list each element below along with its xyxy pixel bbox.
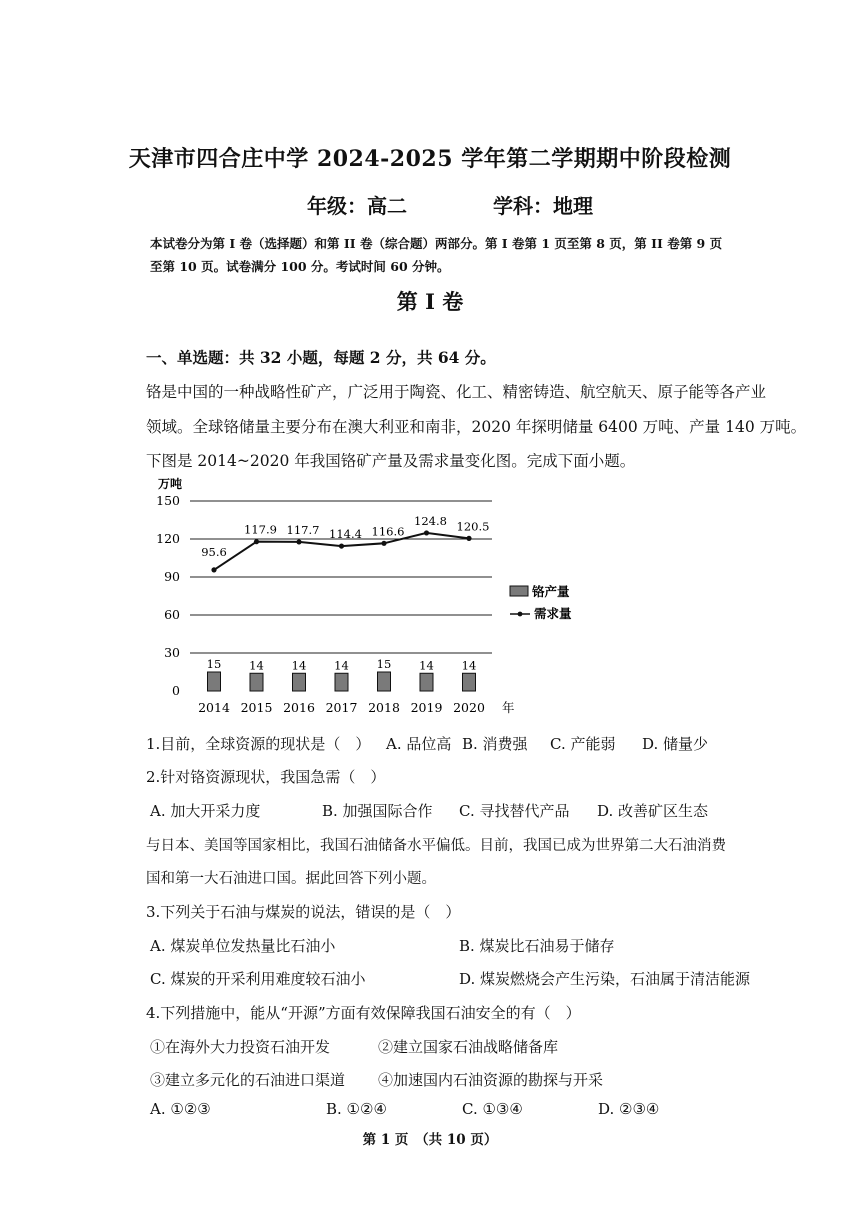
- subject-label: 学科：地理: [493, 194, 593, 218]
- demand-point-2020: [466, 536, 471, 541]
- q2-option-c: C. 寻找替代产品: [459, 802, 570, 820]
- passage2-line1: 与日本、美国等国家相比，我国石油储备水平偏低。目前，我国已成为世界第二大石油消费: [146, 838, 726, 854]
- x-tick-2020: 2020: [453, 700, 485, 715]
- q4-stem: 4.下列措施中，能从“开源”方面有效保障我国石油安全的有（ ）: [146, 1004, 581, 1022]
- q4-item-2: ②建立国家石油战略储备库: [378, 1038, 559, 1056]
- bar-2015: [250, 673, 263, 691]
- legend-swatch-point: [518, 612, 523, 617]
- q1-option-d: D. 储量少: [642, 735, 709, 753]
- demand-label-2018: 116.6: [371, 524, 405, 539]
- chromium-chart: [140, 474, 610, 724]
- exam-intro: 本试卷分为第 I 卷（选择题）和第 II 卷（综合题）两部分。第 I 卷第 1 页至第 8 页，第 II 卷第 9 页至第 10 页。试卷满分 100 分。考试时间 60 分钟。: [150, 236, 723, 274]
- demand-point-2018: [381, 541, 386, 546]
- demand-point-2017: [339, 543, 344, 548]
- y-tick-150: 150: [156, 493, 180, 508]
- exam-title: 天津市四合庄中学 2024-2025 学年第二学期期中阶段检测: [128, 146, 732, 172]
- y-tick-0: 0: [172, 683, 180, 698]
- bar-label-2017: 14: [334, 658, 349, 673]
- q3-option-b: B. 煤炭比石油易于储存: [459, 937, 615, 955]
- demand-point-2016: [296, 539, 301, 544]
- bar-label-2014: 15: [206, 657, 222, 671]
- q3-option-a: A. 煤炭单位发热量比石油小: [150, 937, 336, 955]
- q1-option-c: C. 产能弱: [550, 735, 616, 753]
- q2-stem: 2.针对铬资源现状，我国急需（ ）: [146, 768, 386, 786]
- x-tick-2016: 2016: [283, 700, 315, 715]
- demand-label-2015: 117.9: [244, 522, 277, 537]
- q2-option-b: B. 加强国际合作: [322, 802, 433, 820]
- q4-option-b: B. ①②④: [326, 1100, 387, 1118]
- demand-label-2020: 120.5: [456, 519, 490, 534]
- q4-item-4: ④加速国内石油资源的勘探与开采: [378, 1071, 604, 1089]
- q3-option-d: D. 煤炭燃烧会产生污染，石油属于清洁能源: [459, 970, 751, 988]
- demand-point-2019: [424, 530, 429, 535]
- grade-label: 年级：高二: [307, 194, 407, 218]
- x-tick-2019: 2019: [410, 700, 443, 715]
- q4-option-a: A. ①②③: [150, 1100, 211, 1118]
- passage2-line2: 国和第一大石油进口国。据此回答下列小题。: [146, 871, 436, 887]
- demand-point-2015: [254, 539, 259, 544]
- q1-option-a: A. 品位高: [386, 735, 452, 753]
- bar-2019: [420, 673, 433, 691]
- y-tick-60: 60: [164, 607, 180, 622]
- y-tick-30: 30: [164, 645, 180, 660]
- bar-2014: [208, 672, 221, 691]
- passage1-line3: 下图是 2014~2020 年我国铬矿产量及需求量变化图。完成下面小题。: [146, 452, 636, 470]
- q2-option-d: D. 改善矿区生态: [597, 802, 709, 820]
- bar-label-2018: 15: [376, 657, 392, 671]
- volume-title: 第 I 卷: [396, 289, 464, 314]
- legend-label-line: 需求量: [534, 606, 572, 621]
- bar-2016: [293, 673, 306, 691]
- demand-label-2017: 114.4: [329, 527, 362, 542]
- y-axis-unit: 万吨: [158, 477, 183, 491]
- x-tick-2018: 2018: [368, 700, 400, 715]
- demand-point-2014: [211, 567, 216, 572]
- q4-option-c: C. ①③④: [462, 1100, 523, 1118]
- passage1-line2: 领域。全球铬储量主要分布在澳大利亚和南非，2020 年探明储量 6400 万吨、产量 140 万吨。: [146, 418, 807, 436]
- demand-label-2014: 95.6: [201, 544, 227, 559]
- x-tick-2014: 2014: [198, 700, 230, 715]
- legend-label-bar: 铬产量: [532, 584, 570, 599]
- bar-2020: [463, 673, 476, 691]
- demand-label-2019: 124.8: [414, 513, 447, 528]
- bar-label-2020: 14: [461, 658, 477, 673]
- bar-label-2015: 14: [249, 658, 264, 673]
- bar-2017: [335, 673, 348, 691]
- q2-option-a: A. 加大开采力度: [150, 802, 261, 820]
- bar-2018: [378, 672, 391, 691]
- demand-label-2016: 117.7: [286, 522, 320, 537]
- legend-swatch-bar: [510, 586, 528, 596]
- x-tick-2017: 2017: [325, 700, 358, 715]
- y-tick-120: 120: [156, 531, 180, 546]
- q4-option-d: D. ②③④: [598, 1100, 660, 1118]
- q3-stem: 3.下列关于石油与煤炭的说法，错误的是（ ）: [146, 903, 461, 921]
- x-tick-2015: 2015: [240, 700, 273, 715]
- q1-stem: 1.目前，全球资源的现状是（ ）: [146, 735, 371, 753]
- q3-option-c: C. 煤炭的开采利用难度较石油小: [150, 970, 366, 988]
- q4-item-3: ③建立多元化的石油进口渠道: [150, 1071, 346, 1089]
- section-heading: 一、单选题：共 32 小题，每题 2 分，共 64 分。: [146, 348, 496, 367]
- q1-option-b: B. 消费强: [462, 735, 528, 753]
- passage1-line1: 铬是中国的一种战略性矿产，广泛用于陶瓷、化工、精密铸造、航空航天、原子能等各产业: [146, 383, 767, 401]
- bar-label-2016: 14: [291, 658, 307, 673]
- q4-item-1: ①在海外大力投资石油开发: [150, 1038, 331, 1056]
- bar-label-2019: 14: [419, 658, 434, 673]
- x-axis-unit: 年: [502, 700, 515, 715]
- page-number: 第 1 页 （共 10 页）: [362, 1132, 498, 1148]
- y-tick-90: 90: [164, 569, 180, 584]
